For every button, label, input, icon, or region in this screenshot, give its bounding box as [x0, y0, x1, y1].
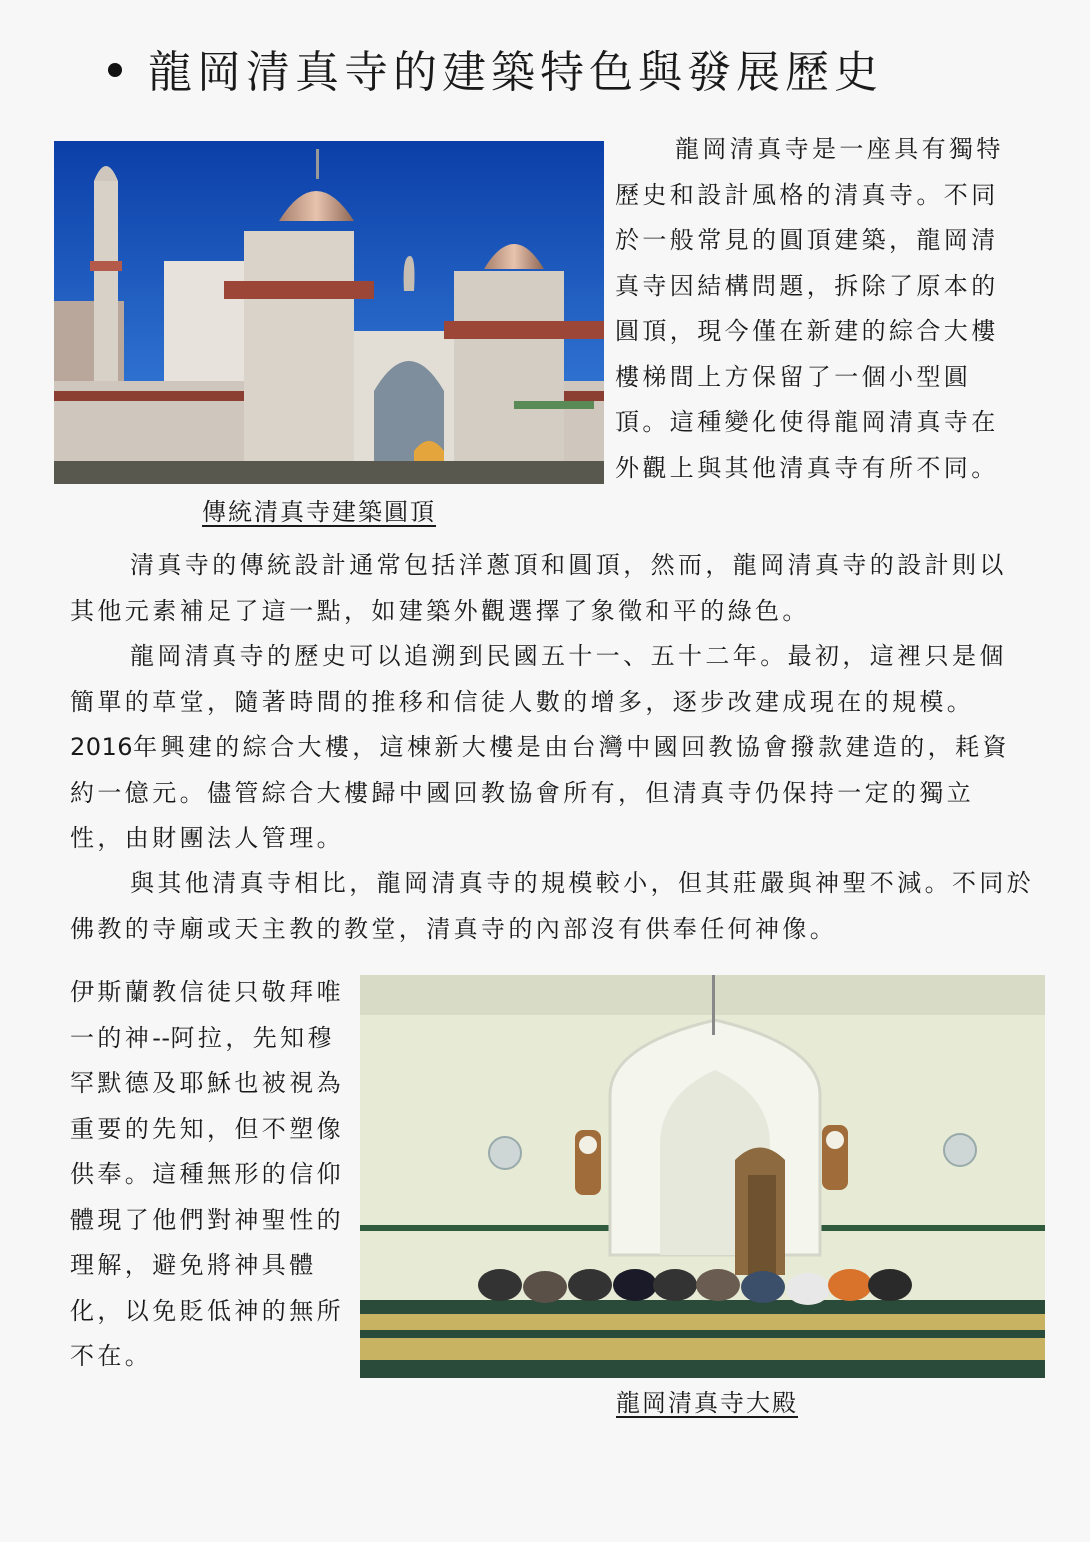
bullet-icon: [108, 63, 122, 77]
prayer-hall-caption: 龍岡清真寺大殿: [616, 1389, 798, 1417]
page-title: [108, 36, 883, 100]
intro-paragraph: 龍岡清真寺是一座具有獨特歷史和設計風格的清真寺。不同於一般常見的圓頂建築，龍岡清真寺因結構問題，拆除了原本的圓頂，現今僅在新建的綜合大樓樓梯間上方保留了一個小型圓頂。這種變化使得龍岡清真寺在外觀上與其他清真寺有所不同。: [615, 135, 1004, 482]
history-paragraph: [70, 634, 1020, 862]
design-paragraph: 清真寺的傳統設計通常包括洋蔥頂和圓頂，然而，龍岡清真寺的設計則以其他元素補足了這一點，如建築外觀選擇了象徵和平的綠色。: [70, 551, 1007, 625]
history-year: 2016: [70, 733, 134, 761]
history-text-b: 年興建的綜合大樓，這棟新大樓是由台灣中國回教協會撥款建造的，耗資約一億元。儘管綜合大樓歸中國回教協會所有，但清真寺仍保持一定的獨立性，由財團法人管理。: [70, 733, 1010, 852]
mosque-exterior-caption: 傳統清真寺建築圓頂: [202, 498, 436, 526]
page-title-text: 龍岡清真寺的建築特色與發展歷史: [148, 47, 883, 98]
belief-dash: --: [152, 1023, 171, 1052]
belief-paragraph: [70, 970, 355, 1380]
history-text-a: 龍岡清真寺的歷史可以追溯到民國五十一、五十二年。最初，這裡只是個簡單的草堂，隨著時間的推移和信徒人數的增多，逐步改建成現在的規模。: [70, 642, 1007, 716]
mosque-exterior-photo: [54, 141, 604, 484]
prayer-hall-photo: [360, 975, 1045, 1378]
belief-text-b: 阿拉，先知穆罕默德及耶穌也被視為重要的先知，但不塑像供奉。這種無形的信仰體現了他們對神聖性的理解，避免將神具體化，以免貶低神的無所不在。: [70, 1023, 344, 1370]
belief-text-a: 伊斯蘭教信徒只敬拜唯一的神: [70, 978, 344, 1052]
comparison-paragraph: 與其他清真寺相比，龍岡清真寺的規模較小，但其莊嚴與神聖不減。不同於佛教的寺廟或天主教的教堂，清真寺的內部沒有供奉任何神像。: [70, 869, 1035, 943]
